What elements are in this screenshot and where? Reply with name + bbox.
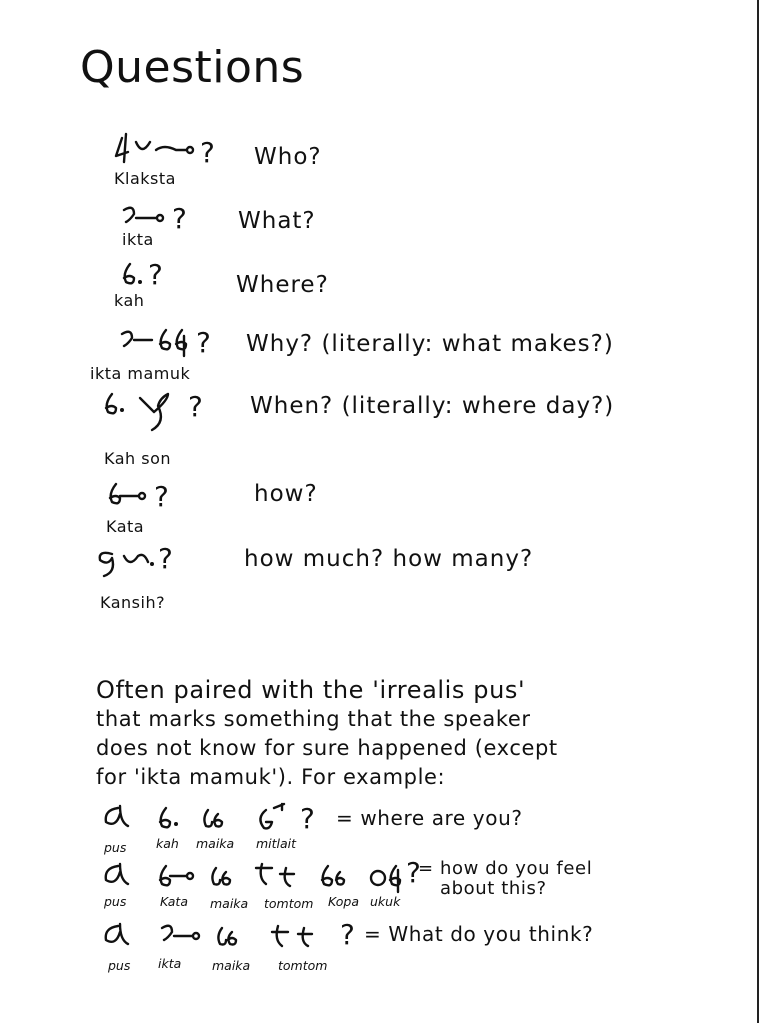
question-word: ikta (122, 230, 154, 249)
svg-text:?: ? (172, 202, 187, 235)
note-line: for 'ikta mamuk'). For example: (96, 765, 446, 789)
svg-text:?: ? (196, 326, 211, 359)
ikta-mamuk-glyph (118, 322, 218, 362)
example-meaning: about this? (440, 878, 547, 899)
kah-son-glyph (100, 386, 220, 436)
klaksta-glyph (112, 128, 222, 172)
svg-text:?: ? (148, 258, 163, 291)
note-line: Often paired with the 'irrealis pus' (96, 676, 526, 704)
example-meaning: = What do you think? (364, 922, 594, 946)
example-word: mitlait (256, 836, 297, 851)
kata-glyph (104, 478, 184, 518)
svg-text:?: ? (406, 856, 421, 889)
svg-text:?: ? (154, 480, 169, 513)
question-word: Kata (106, 517, 145, 536)
example-3-glyphs (96, 918, 366, 958)
example-2-glyphs (96, 858, 426, 898)
svg-text:?: ? (340, 918, 355, 951)
example-1-glyphs (96, 800, 346, 840)
question-meaning: Why? (literally: what makes?) (246, 331, 614, 357)
question-word: ikta mamuk (90, 364, 191, 383)
question-meaning: Where? (236, 272, 329, 298)
example-meaning: = where are you? (336, 806, 523, 830)
svg-text:?: ? (200, 136, 215, 169)
example-word: ukuk (370, 894, 401, 909)
kansih-glyph (92, 544, 192, 588)
question-meaning: What? (238, 208, 316, 234)
example-word: pus (104, 894, 127, 909)
page-edge (757, 0, 759, 1023)
question-word: Kansih? (100, 593, 166, 612)
page-title: Questions (80, 42, 305, 93)
svg-text:?: ? (158, 542, 173, 575)
example-word: ikta (158, 956, 182, 971)
question-meaning: how much? how many? (244, 546, 534, 572)
example-word: Kata (160, 894, 188, 909)
example-meaning: = how do you feel (418, 858, 593, 879)
example-word: pus (104, 840, 127, 855)
example-word: tomtom (264, 896, 314, 911)
question-word: kah (114, 291, 145, 310)
example-word: tomtom (278, 958, 328, 973)
note-line: does not know for sure happened (except (96, 736, 558, 760)
example-word: maika (212, 958, 251, 973)
example-word: Kopa (328, 894, 359, 909)
example-word: maika (196, 836, 235, 851)
question-meaning: how? (254, 481, 318, 507)
note-line: that marks something that the speaker (96, 707, 531, 731)
irrealis-note (96, 676, 656, 792)
question-word: Kah son (104, 449, 172, 468)
svg-text:?: ? (188, 390, 203, 423)
question-meaning: Who? (254, 144, 322, 170)
example-word: pus (108, 958, 131, 973)
example-word: maika (210, 896, 249, 911)
question-word: Klaksta (114, 169, 176, 188)
example-word: kah (156, 836, 179, 851)
svg-text:?: ? (300, 802, 315, 835)
question-meaning: When? (literally: where day?) (250, 393, 615, 419)
